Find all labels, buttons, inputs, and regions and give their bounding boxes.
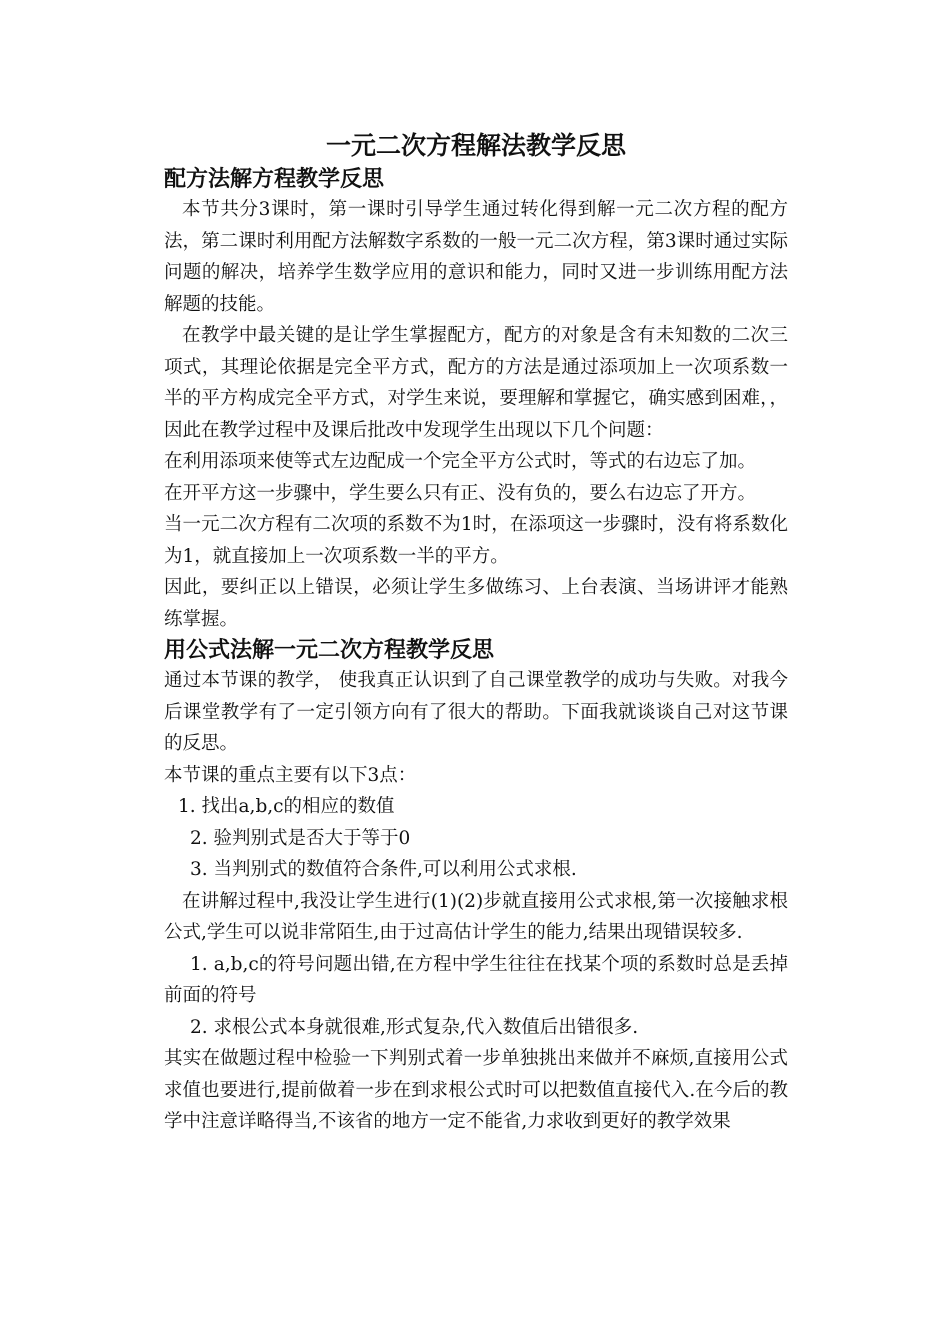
- list-item: 2. 验判别式是否大于等于0: [190, 827, 411, 849]
- list-item: 2. 求根公式本身就很难,形式复杂,代入数值后出错很多.: [190, 1016, 639, 1038]
- paragraph: 在教学中最关键的是让学生掌握配方，配方的对象是含有未知数的二次三项式，其理论依据是完全平方式，配方的方法是通过添项加上一次项系数一半的平方构成完全平方式，对学生来说，要理解和掌握它，确实感到困难，，因此在教学过程中及课后批改中发现学生出现以下几个问题：: [164, 325, 788, 441]
- list-item: 1. a,b,c的符号问题出错,在方程中学生往往在找某个项的系数时总是丢掉前面的符号: [164, 953, 788, 1006]
- document-title: 一元二次方程解法教学反思: [325, 131, 626, 160]
- section-heading-quadratic-formula: 用公式法解一元二次方程教学反思: [164, 637, 495, 663]
- paragraph: 本节课的重点主要有以下3点：: [164, 764, 417, 786]
- paragraph: 因此，要纠正以上错误，必须让学生多做练习、上台表演、当场讲评才能熟练掌握。: [164, 577, 788, 630]
- document-page: [164, 128, 788, 1138]
- paragraph: 其实在做题过程中检验一下判别式着一步单独挑出来做并不麻烦,直接用公式求值也要进行,提前做着一步在到求根公式时可以把数值直接代入.在今后的教学中注意详略得当,不该省的地方一定不能省,力求收到更好的教学效果: [164, 1048, 788, 1132]
- list-item: 1. 找出a,b,c的相应的数值: [178, 796, 395, 817]
- paragraph: 当一元二次方程有二次项的系数不为1时，在添项这一步骤时，没有将系数化为1，就直接加上一次项系数一半的平方。: [164, 514, 788, 567]
- paragraph: 在开平方这一步骤中，学生要么只有正、没有负的，要么右边忘了开方。: [164, 482, 757, 504]
- section-heading-completing-square: 配方法解方程教学反思: [164, 166, 385, 192]
- paragraph: 在讲解过程中,我没让学生进行(1)(2)步就直接用公式求根,第一次接触求根公式,学生可以说非常陌生,由于过高估计学生的能力,结果出现错误较多.: [164, 890, 788, 943]
- paragraph: 通过本节课的教学， 使我真正认识到了自己课堂教学的成功与失败。对我今后课堂教学有了一定引领方向有了很大的帮助。下面我就谈谈自己对这节课的反思。: [164, 670, 788, 754]
- paragraph: 在利用添项来使等式左边配成一个完全平方公式时，等式的右边忘了加。: [164, 451, 757, 472]
- list-item: 3. 当判别式的数值符合条件,可以利用公式求根.: [190, 859, 577, 880]
- paragraph: 本节共分3课时，第一课时引导学生通过转化得到解一元二次方程的配方法，第二课时利用配方法解数字系数的一般一元二次方程，第3课时通过实际问题的解决，培养学生数学应用的意识和能力，同时又进一步训练用配方法解题的技能。: [164, 199, 788, 315]
